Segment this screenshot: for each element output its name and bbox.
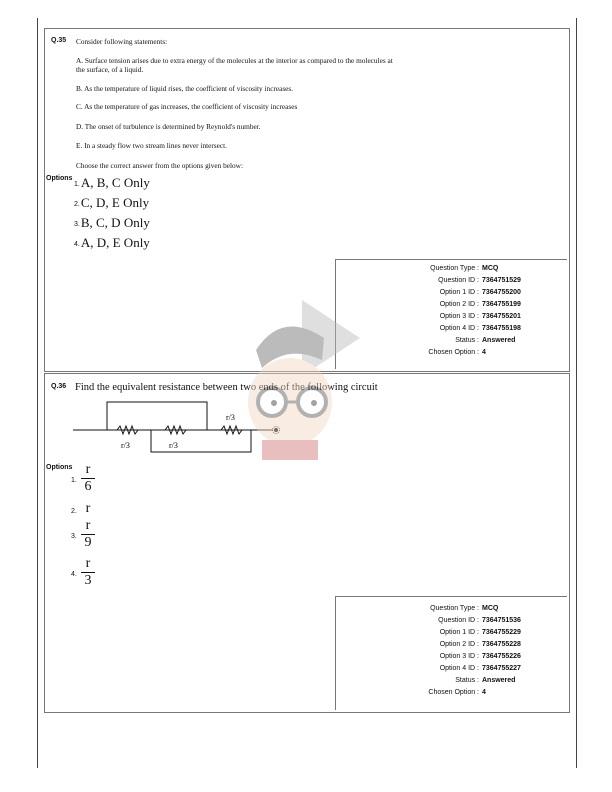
meta-value: 7364751536 [482,617,521,624]
meta-row [430,265,499,272]
option-number: 1. [71,477,77,484]
meta-label: Option 4 ID : [439,325,479,332]
meta-value: 7364755228 [482,641,521,648]
meta-label: Option 2 ID : [439,301,479,308]
meta-label: Option 1 ID : [439,629,479,636]
meta-row [430,605,499,612]
meta-row [455,677,516,684]
meta-value: 7364755229 [482,629,521,636]
option-text: A, D, E Only [80,235,150,250]
meta-left-rule [335,596,336,710]
meta-label: Question ID : [438,617,479,624]
meta-row [439,301,521,308]
meta-row [439,629,521,636]
meta-value: MCQ [482,605,499,612]
option-number: 2. [71,508,77,515]
question-number: Q.36 [51,383,67,390]
meta-value: 7364755227 [482,665,521,672]
option-number: 1. [74,181,80,188]
option-text: C, D, E Only [80,195,150,210]
meta-value: 7364755201 [482,313,521,320]
option-fraction: r 9 [81,519,95,550]
statement-c: C. As the temperature of gas increases, the coefficient of viscosity increases [76,102,298,111]
meta-row [439,325,521,332]
option-number: 3. [74,221,80,228]
meta-label: Status : [455,677,479,684]
question-intro: Consider following statements: [76,37,168,46]
statement-e: E. In a steady flow two stream lines never intersect. [76,141,227,150]
meta-row [439,665,521,672]
meta-label: Question ID : [438,277,479,284]
meta-value: 4 [482,349,486,356]
question-number: Q.35 [51,37,67,44]
option-number: 4. [71,571,77,578]
page-left-border [37,18,38,768]
meta-label: Option 4 ID : [439,665,479,672]
meta-row [428,349,486,356]
meta-top-rule [335,259,567,260]
option-3[interactable] [74,215,150,231]
resistor-label: r/3 [169,441,178,450]
resistor-label: r/3 [121,441,130,450]
option-fraction: r 3 [81,557,95,588]
meta-label: Question Type : [430,605,479,612]
meta-label: Option 1 ID : [439,289,479,296]
meta-row [439,641,521,648]
meta-value: 7364755200 [482,289,521,296]
meta-value: 7364755226 [482,653,521,660]
option-4[interactable] [74,235,150,251]
option-fraction: r 6 [81,463,95,494]
question-text: Find the equivalent resistance between two ends of the following circuit [75,382,378,393]
meta-value: MCQ [482,265,499,272]
meta-row [438,277,521,284]
meta-row [455,337,516,344]
statement-a: A. Surface tension arises due to extra energy of the molecules at the interior as compared to the molecules at the surface, of a liquid. [76,56,393,74]
option-1[interactable] [74,175,150,191]
meta-label: Option 3 ID : [439,653,479,660]
watermark-logo-icon [232,290,372,460]
meta-label: Question Type : [430,265,479,272]
meta-row [439,313,521,320]
meta-value: 7364755199 [482,301,521,308]
meta-value: 7364755198 [482,325,521,332]
meta-label: Chosen Option : [428,349,479,356]
option-number: 4. [74,241,80,248]
statement-b: B. As the temperature of liquid rises, the coefficient of viscosity increases. [76,84,294,93]
option-text: A, B, C Only [80,175,150,190]
meta-value: Answered [482,337,516,344]
options-label: Options [46,464,73,471]
meta-row [439,289,521,296]
meta-label: Option 2 ID : [439,641,479,648]
meta-label: Chosen Option : [428,689,479,696]
page-right-border [576,18,577,768]
meta-label: Option 3 ID : [439,313,479,320]
meta-row [428,689,486,696]
options-label: Options [46,175,73,182]
question-prompt: Choose the correct answer from the options given below: [76,161,243,170]
option-text: B, C, D Only [80,215,150,230]
option-number: 3. [71,533,77,540]
meta-row [438,617,521,624]
meta-value: Answered [482,677,516,684]
meta-label: Status : [455,337,479,344]
option-number: 2. [74,201,80,208]
option-2[interactable] [74,195,149,211]
statement-d: D. The onset of turbulence is determined by Reynold's number. [76,122,261,131]
meta-value: 4 [482,689,486,696]
meta-top-rule [335,596,567,597]
option-value: r [85,501,91,516]
meta-row [439,653,521,660]
meta-value: 7364751529 [482,277,521,284]
resistor-label: r/3 [226,413,235,422]
